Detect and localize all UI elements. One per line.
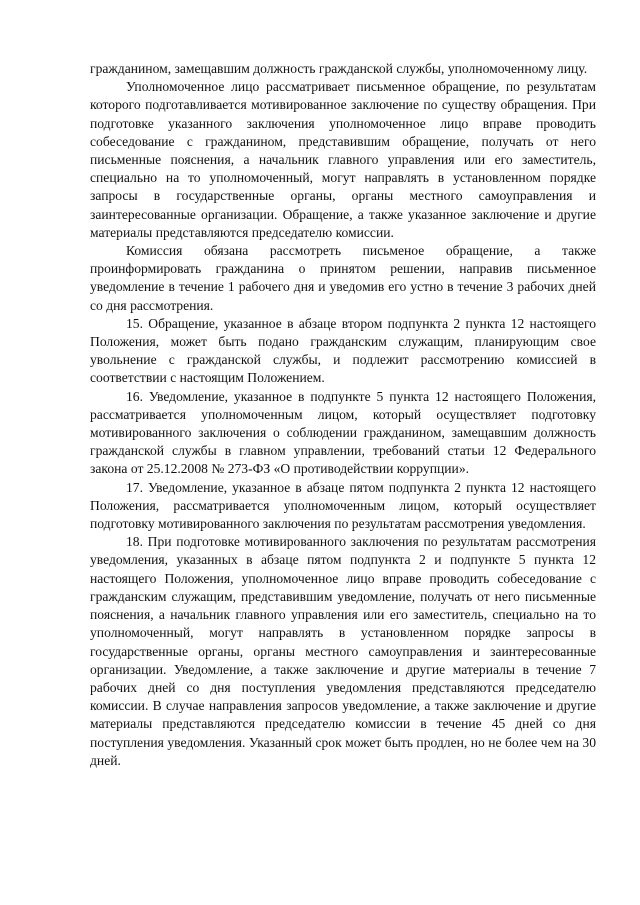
paragraph-commission-obliged: Комиссия обязана рассмотреть письменое обращение, а также проинформировать гражданина о принятом решении, направив письменное уведомление в течение 1 рабочего дня и уведомив его устно в течение 3 рабочих дней со дня рассмотрения. [90,243,596,313]
document-page [90,60,596,770]
paragraph-item-17: 17. Уведомление, указанное в абзаце пятом подпункта 2 пункта 12 настоящего Положения, рассматривается уполномоченным лицом, который осуществляет подготовку мотивированного заключения по результатам рассмотрения уведомления. [90,479,596,532]
paragraph-item-16: 16. Уведомление, указанное в подпункте 5 пункта 12 настоящего Положения, рассматривается уполномоченным лицом, который осуществляет подготовку мотивированного заключения о соблюдении гражданином, замещавшим должность гражданской службы в главном управлении, требований статьи 12 Федерального закона от 25.12.2008 № 273-ФЗ «О противодействии коррупции». [90,388,596,477]
paragraph-item-18: 18. При подготовке мотивированного заключения по результатам рассмотрения уведомления, указанных в абзаце пятом подпункта 2 и подпункте 5 пункта 12 настоящего Положения, уполномоченное лицо вправе проводить собеседование с гражданским служащим, представившим уведомление, получать от него письменные пояснения, а начальник главного управления или его заместитель, специально на то уполномоченный, могут направлять в установленном порядке запросы в государственные органы, органы местного самоуправления и заинтересованные организации. Уведомление, а также заключение и другие материалы в течение 7 рабочих дней со дня поступления уведомления представляются председателю комиссии. В случае направления запросов уведомление, а также заключение и другие материалы представляются председателю комиссии в течение 45 дней со дня поступления уведомления. Указанный срок может быть продлен, но не более чем на 30 дней. [90,534,596,768]
paragraph-continuation: гражданином, замещавшим должность гражданской службы, уполномоченному лицу. [90,61,588,76]
paragraph-item-15: 15. Обращение, указанное в абзаце втором подпункта 2 пункта 12 настоящего Положения, может быть подано гражданским служащим, планирующим свое увольнение с гражданской службы, и подлежит рассмотрению комиссией в соответствии с настоящим Положением. [90,315,596,386]
paragraph-authorized-person: Уполномоченное лицо рассматривает письменное обращение, по результатам которого подготавливается мотивированное заключение по существу обращения. При подготовке указанного заключения уполномоченное лицо вправе проводить собеседование с гражданином, представившим обращение, получать от него письменные пояснения, а начальник главного управления или его заместитель, специально на то уполномоченный, могут направлять в установленном порядке запросы в государственные органы, органы местного самоуправления и заинтересованные организации. Обращение, а также указанное заключение и другие материалы представляются председателю комиссии. [90,79,596,240]
